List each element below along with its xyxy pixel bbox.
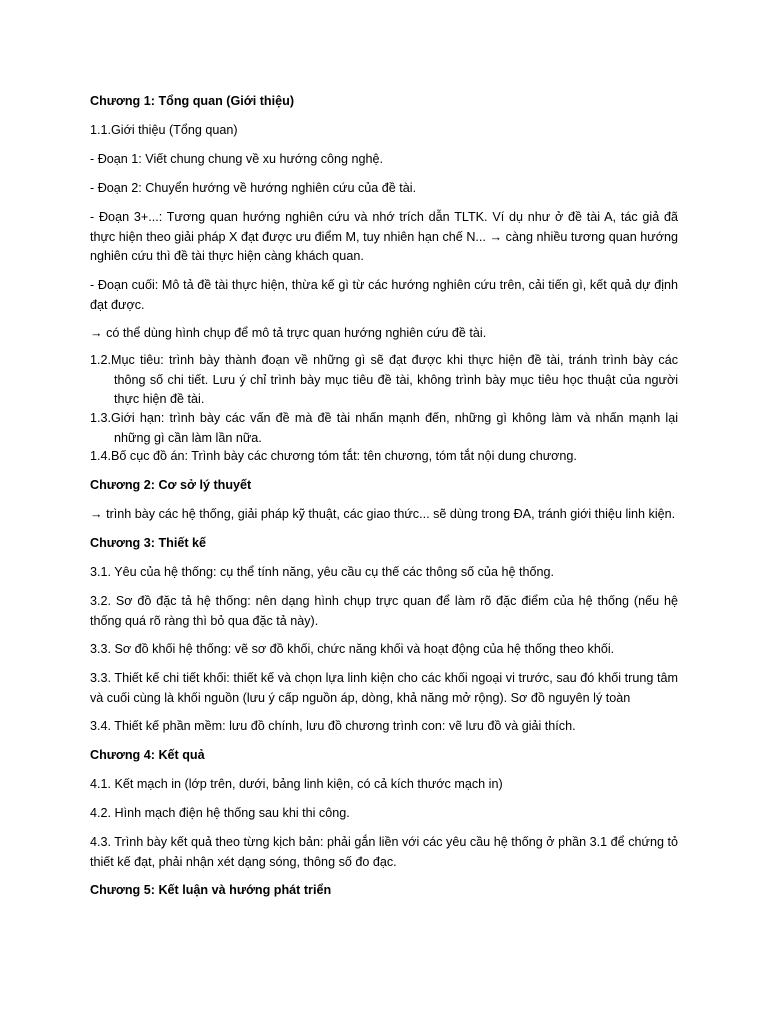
paragraph-intro-3: - Đoạn 3+...: Tương quan hướng nghiên cứu và nhớ trích dẫn TLTK. Ví dụ như ở đề tài A, tác giả đã thực hiện theo giải pháp X đạt được ưu điểm M, tuy nhiên hạn chế N... → càng nhiều tương quan hướng nghiên cứu thì đề tài thực hiện càng khách quan.: [90, 210, 678, 263]
paragraph-intro-note: → có thể dùng hình chụp để mô tả trực quan hướng nghiên cứu đề tài.: [90, 326, 487, 340]
section-3-3-block: 3.3. Sơ đồ khối hệ thống: vẽ sơ đồ khối, chức năng khối và hoạt động của hệ thống theo khối.: [90, 642, 615, 656]
paragraph-intro-last: - Đoạn cuối: Mô tả đề tài thực hiện, thừa kế gì từ các hướng nghiên cứu trên, cải tiến gì, kết quả dự định đạt được.: [90, 278, 678, 312]
section-3-2: 3.2. Sơ đồ đặc tả hệ thống: nên dạng hình chụp trực quan để làm rõ đặc điểm của hệ thống (nếu hệ thống quá rõ ràng thì bỏ qua đặc tả này).: [90, 594, 678, 628]
section-1-4: 1.4.Bố cục đồ án: Trình bày các chương tóm tắt: tên chương, tóm tắt nội dung chương.: [90, 449, 577, 463]
chapter-5-heading: Chương 5: Kết luận và hướng phát triển: [90, 883, 332, 897]
section-3-1: 3.1. Yêu của hệ thống: cụ thể tính năng, yêu cầu cụ thế các thông số của hệ thống.: [90, 565, 554, 579]
paragraph-intro-1: - Đoạn 1: Viết chung chung về xu hướng công nghệ.: [90, 152, 384, 166]
chapter-1-heading: Chương 1: Tổng quan (Giới thiệu): [90, 94, 295, 108]
chapter-2-paragraph: → trình bày các hệ thống, giải pháp kỹ thuật, các giao thức... sẽ dùng trong ĐA, tránh giới thiệu linh kiện.: [90, 507, 676, 521]
section-3-4: 3.4. Thiết kế phần mềm: lưu đồ chính, lưu đồ chương trình con: vẽ lưu đồ và giải thích.: [90, 719, 576, 733]
chapter-2-heading: Chương 2: Cơ sở lý thuyết: [90, 478, 252, 492]
chapter-4-heading: Chương 4: Kết quả: [90, 748, 205, 762]
paragraph-intro-2: - Đoạn 2: Chuyển hướng về hướng nghiên cứu của đề tài.: [90, 181, 417, 195]
section-4-2: 4.2. Hình mạch điện hệ thống sau khi thi công.: [90, 806, 350, 820]
section-4-1: 4.1. Kết mạch in (lớp trên, dưới, bảng linh kiện, có cả kích thước mạch in): [90, 777, 503, 791]
chapter-3-heading: Chương 3: Thiết kế: [90, 536, 207, 550]
section-1-3: 1.3.Giới hạn: trình bày các vấn đề mà đề tài nhấn mạnh đến, những gì không làm và nhấn mạnh lại những gì cần làm lần nữa.: [90, 411, 678, 445]
section-1-2: 1.2.Mục tiêu: trình bày thành đoạn về những gì sẽ đạt được khi thực hiện đề tài, tránh trình bày các thông số chi tiết. Lưu ý chỉ trình bày mục tiêu đề tài, không trình bày mục tiêu học thuật của người thực hiện đề tài.: [90, 353, 678, 406]
section-1-1-heading: 1.1.Giới thiệu (Tổng quan): [90, 123, 238, 137]
section-4-3: 4.3. Trình bày kết quả theo từng kịch bản: phải gắn liền với các yêu cầu hệ thống ở phần 3.1 để chứng tỏ thiết kế đạt, phải nhận xét dạng sóng, thông số đo đạc.: [90, 835, 678, 869]
section-3-3-detail: 3.3. Thiết kế chi tiết khối: thiết kế và chọn lựa linh kiện cho các khối ngoại vi trước, sau đó khối trung tâm và cuối cùng là khối nguồn (lưu ý cấp nguồn áp, dòng, khả năng mở rộng). Sơ đồ nguyên lý toàn: [90, 671, 678, 705]
